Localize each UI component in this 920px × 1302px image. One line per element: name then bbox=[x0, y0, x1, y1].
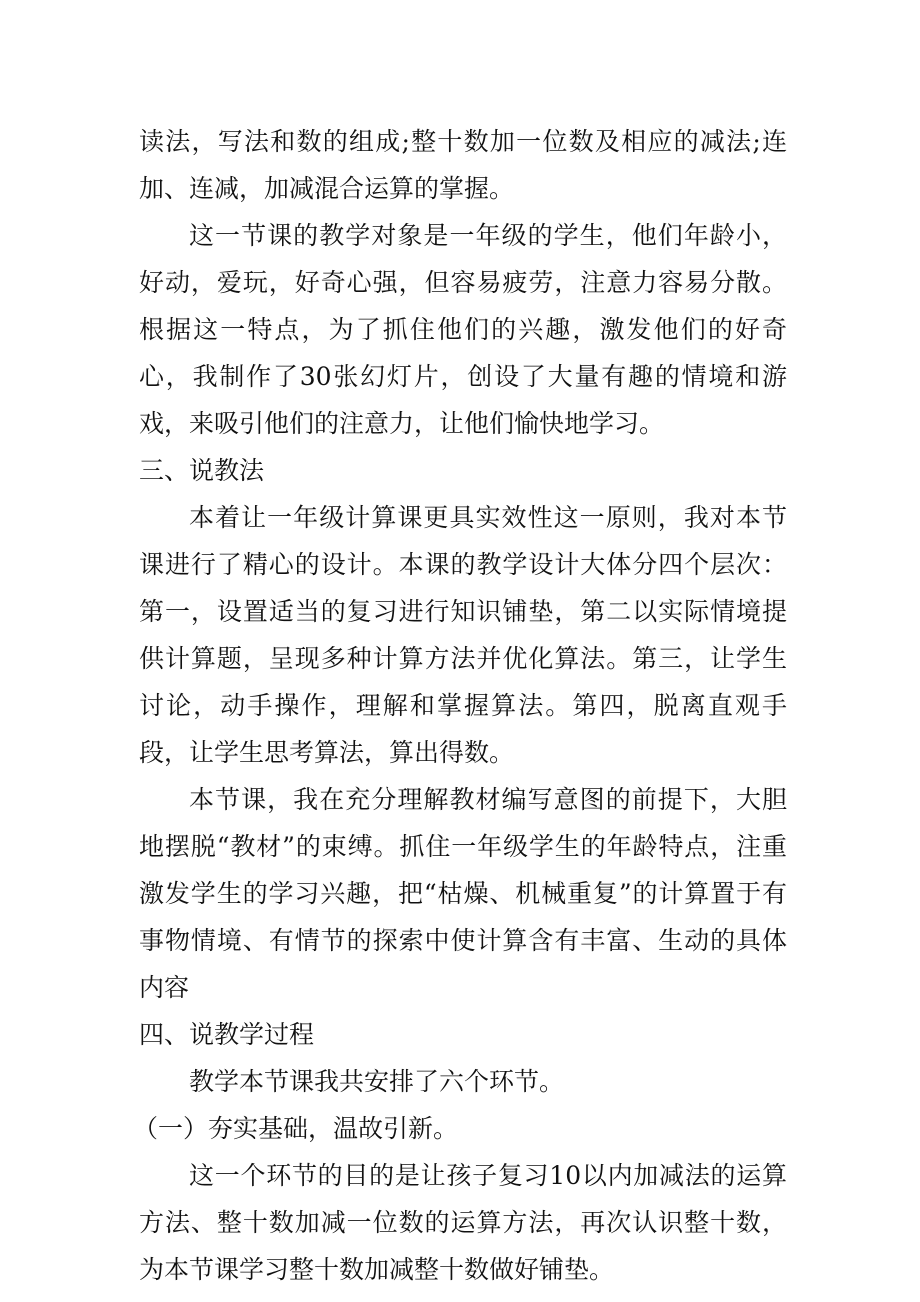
document-body bbox=[133, 118, 787, 1293]
paragraph-teaching-design: 本着让一年级计算课更具实效性这一原则，我对本节课进行了精心的设计。本课的教学设计大体分四个层次：第一，设置适当的复习进行知识铺垫，第二以实际情境提供计算题，呈现多种计算方法并优化算法。第三，让学生讨论，动手操作，理解和掌握算法。第四，脱离直观手段，让学生思考算法，算出得数。 bbox=[139, 503, 787, 767]
paragraph-textbook-use: 本节课，我在充分理解教材编写意图的前提下，大胆地摆脱“教材”的束缚。抓住一年级学生的年龄特点，注重激发学生的学习兴趣，把“枯燥、机械重复”的计算置于有事物情境、有情节的探索中使计算含有丰富、生动的具体内容 bbox=[139, 785, 787, 1002]
sub-heading-step-one: （一）夯实基础，温故引新。 bbox=[133, 1114, 459, 1143]
paragraph-continuation: 读法，写法和数的组成;整十数加一位数及相应的减法;连加、连减，加减混合运算的掌握。 bbox=[139, 127, 787, 203]
section-heading-teaching-process: 四、说教学过程 bbox=[139, 1020, 315, 1049]
section-heading-teaching-method: 三、说教法 bbox=[139, 456, 265, 485]
paragraph-step-one-purpose: 这一个环节的目的是让孩子复习10以内加减法的运算方法、整十数加减一位数的运算方法，再次认识整十数，为本节课学习整十数加减整十数做好铺垫。 bbox=[139, 1161, 787, 1284]
paragraph-teaching-object: 这一节课的教学对象是一年级的学生，他们年龄小，好动，爱玩，好奇心强，但容易疲劳，注意力容易分散。根据这一特点，为了抓住他们的兴趣，激发他们的好奇心，我制作了30张幻灯片，创设了大量有趣的情境和游戏，来吸引他们的注意力，让他们愉快地学习。 bbox=[139, 221, 787, 438]
paragraph-six-steps: 教学本节课我共安排了六个环节。 bbox=[189, 1067, 565, 1096]
